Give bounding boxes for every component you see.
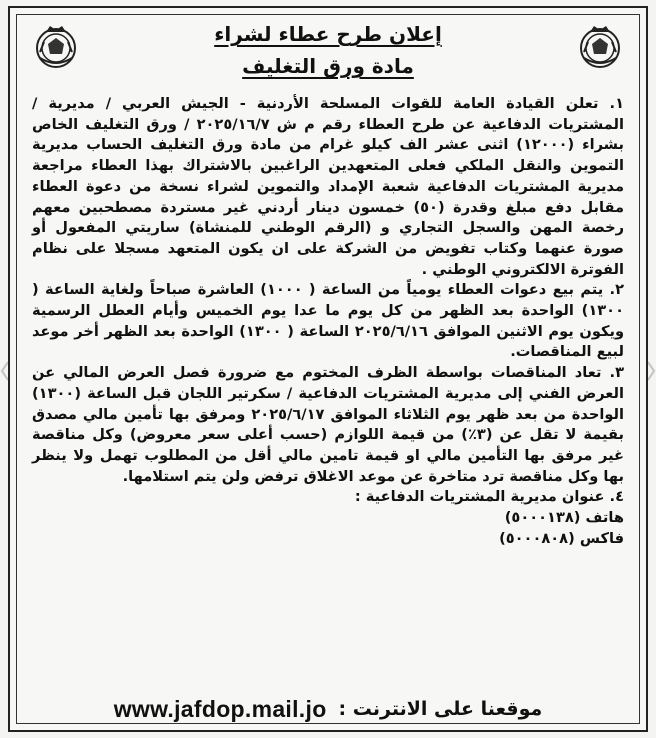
website-label: موقعنا على الانترنت : [338,698,543,720]
paragraph-4-title: ٤. عنوان مديرية المشتريات الدفاعية : [354,488,624,506]
announcement-subtitle [10,54,646,78]
phone-number: هاتف (٥٠٠٠١٣٨) [504,509,624,527]
title-line1: إعلان طرح عطاء لشراء [214,22,442,46]
announcement-frame [8,6,648,732]
paragraph-2: ٢. يتم بيع دعوات العطاء يومياً من الساعة ( ١٠٠٠) العاشرة صباحاً ولغاية الساعة ( ١٣٠٠) الواحدة بعد الظهر من كل يوم ما عدا يوم الخميس وأيام العطل الرسمية ويكون يوم الاثنين الموافق ٢٠٢٥/٦/١٦ الساعة ( ١٣٠٠) الواحدة بعد الظهر أخر موعد لبيع المناقصات. [32,281,625,361]
website-footer [30,692,626,726]
fax-number: فاكس (٥٠٠٠٨٠٨) [499,529,624,547]
website-link[interactable]: www.jafdop.mail.jo [113,695,327,722]
paragraph-1: ١. تعلن القيادة العامة للقوات المسلحة الأردنية - الجيش العربي / مديرية / المشتريات الدفاعية عن طرح العطاء رقم م ش ٢٠٢٥/١٦/٧ / ورق التغليف الخاص بشراء (١٢٠٠٠) اثنى عشر الف كيلو غرام من مادة ورق التغليف الحساب مديرية التموين والنقل الملكي فعلى المتعهدين الراغبين بالاشتراك بهذا العطاء مراجعة مديرية المشتريات الدفاعية شعبة الإمداد والتموين لشراء نسخة من دعوة العطاء مقابل دفع مبلغ وقدرة (٥٠) خمسون دينار أردني غير مستردة مصطحبين معهم رخصة المهن والسجل التجاري و (الرقم الوطني للمنشاة) ساريتي المفعول أو صورة عنهما وكتاب تفويض من الشركة على ان يكون المتعهد مسجلا على نظام الفوترة الالكتروني الوطني . [32,95,625,278]
paragraph-3: ٣. تعاد المناقصات بواسطة الظرف المختوم مع ضرورة فصل العرض المالي عن العرض الفني إلى مديرية المشتريات الدفاعية / سكرتير اللجان قبل الساعة (١٣٠٠) الواحدة من بعد ظهر يوم الثلاثاء الموافق ٢٠٢٥/٦/١٧ ومرفق بها تأمين مالي مصدق بقيمة لا تقل عن (٣٪) من قيمة اللوازم (حسب أعلى سعر معروض) وكل مناقصة غير مرفق بها التأمين مالي او قيمة تامين مالي أقل من المطلوب تهمل ولا ينظر بها وكل مناقصة ترد متاخرة عن موعد الاغلاق ترفض ولن يتم استلامها. [32,364,624,485]
announcement-body [32,94,624,549]
announcement-title [10,22,646,46]
title-line2: مادة ورق التغليف [242,54,414,78]
